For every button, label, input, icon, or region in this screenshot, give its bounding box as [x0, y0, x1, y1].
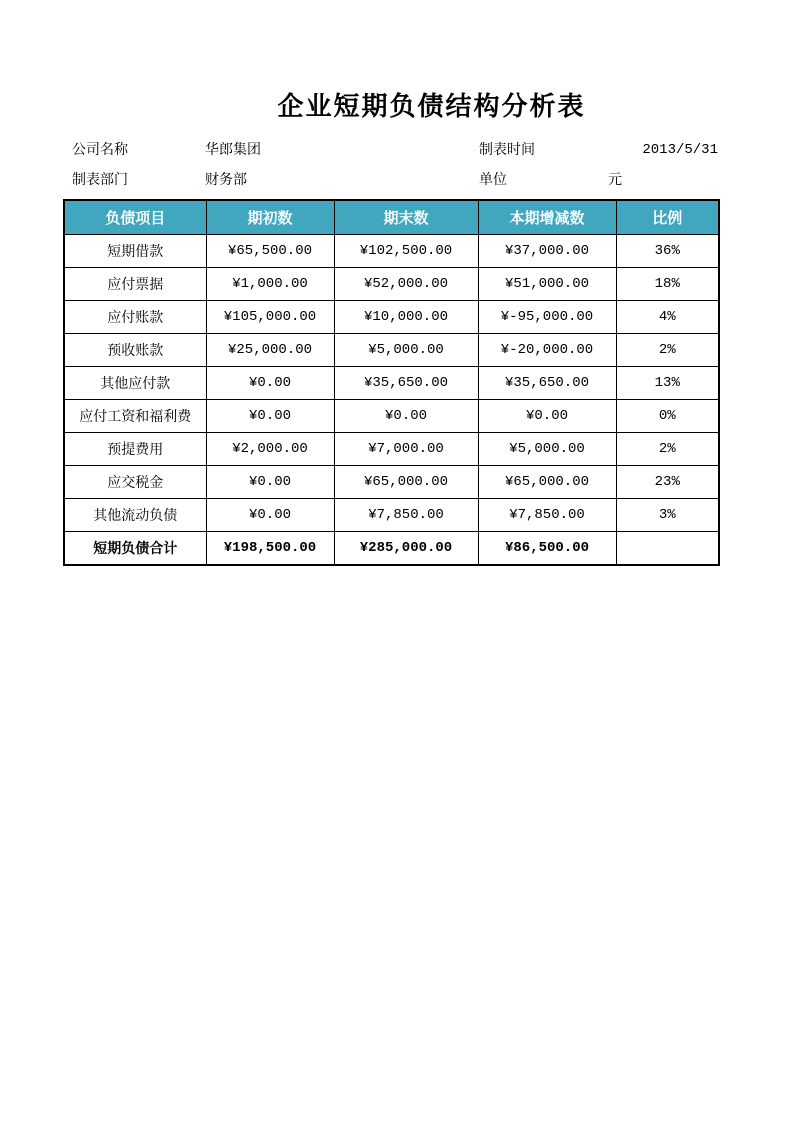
table-row	[64, 433, 719, 466]
department-label: 制表部门	[72, 172, 128, 188]
table-row	[64, 235, 719, 268]
amount-cell: ¥0.00	[206, 466, 334, 499]
table-row	[64, 301, 719, 334]
amount-cell: ¥35,650.00	[478, 367, 616, 400]
column-header: 比例	[616, 200, 719, 235]
row-label-cell: 应付票据	[64, 268, 206, 301]
column-header: 期末数	[334, 200, 478, 235]
amount-cell: ¥7,850.00	[334, 499, 478, 532]
amount-cell: ¥105,000.00	[206, 301, 334, 334]
column-header: 本期增减数	[478, 200, 616, 235]
amount-cell: ¥0.00	[334, 400, 478, 433]
table-header-row	[64, 200, 719, 235]
table-row	[64, 367, 719, 400]
amount-cell: ¥102,500.00	[334, 235, 478, 268]
row-label-cell: 其他流动负债	[64, 499, 206, 532]
row-label-cell: 应付工资和福利费	[64, 400, 206, 433]
row-label-cell: 短期负债合计	[64, 532, 206, 566]
ratio-cell: 36%	[616, 235, 719, 268]
amount-cell: ¥0.00	[206, 499, 334, 532]
amount-cell: ¥-20,000.00	[478, 334, 616, 367]
ratio-cell: 13%	[616, 367, 719, 400]
ratio-cell: 23%	[616, 466, 719, 499]
amount-cell: ¥35,650.00	[334, 367, 478, 400]
amount-cell: ¥65,000.00	[334, 466, 478, 499]
amount-cell: ¥-95,000.00	[478, 301, 616, 334]
ratio-cell: 2%	[616, 334, 719, 367]
amount-cell: ¥37,000.00	[478, 235, 616, 268]
ratio-cell: 4%	[616, 301, 719, 334]
column-header: 负债项目	[64, 200, 206, 235]
liability-table	[63, 199, 720, 566]
table-row	[64, 499, 719, 532]
table-row	[64, 268, 719, 301]
amount-cell: ¥5,000.00	[478, 433, 616, 466]
amount-cell: ¥0.00	[206, 367, 334, 400]
table-row	[64, 400, 719, 433]
amount-cell: ¥0.00	[206, 400, 334, 433]
table-row	[64, 466, 719, 499]
amount-cell: ¥198,500.00	[206, 532, 334, 566]
amount-cell: ¥7,000.00	[334, 433, 478, 466]
row-label-cell: 预提费用	[64, 433, 206, 466]
ratio-cell: 3%	[616, 499, 719, 532]
row-label-cell: 其他应付款	[64, 367, 206, 400]
department-value: 财务部	[205, 172, 247, 188]
ratio-cell	[616, 532, 719, 566]
ratio-cell: 0%	[616, 400, 719, 433]
row-label-cell: 应付账款	[64, 301, 206, 334]
amount-cell: ¥5,000.00	[334, 334, 478, 367]
report-date-label: 制表时间	[479, 142, 535, 158]
company-name-label: 公司名称	[72, 142, 128, 158]
row-label-cell: 预收账款	[64, 334, 206, 367]
amount-cell: ¥0.00	[478, 400, 616, 433]
unit-label: 单位	[479, 172, 507, 188]
column-header: 期初数	[206, 200, 334, 235]
company-name-value: 华郎集团	[205, 142, 261, 158]
amount-cell: ¥10,000.00	[334, 301, 478, 334]
table-row	[64, 334, 719, 367]
row-label-cell: 应交税金	[64, 466, 206, 499]
amount-cell: ¥7,850.00	[478, 499, 616, 532]
amount-cell: ¥51,000.00	[478, 268, 616, 301]
amount-cell: ¥65,000.00	[478, 466, 616, 499]
unit-value: 元	[608, 172, 622, 188]
page-title: 企业短期负债结构分析表	[277, 92, 586, 122]
row-label-cell: 短期借款	[64, 235, 206, 268]
amount-cell: ¥52,000.00	[334, 268, 478, 301]
amount-cell: ¥2,000.00	[206, 433, 334, 466]
ratio-cell: 2%	[616, 433, 719, 466]
amount-cell: ¥65,500.00	[206, 235, 334, 268]
table-total-row	[64, 532, 719, 566]
amount-cell: ¥86,500.00	[478, 532, 616, 566]
report-date-value: 2013/5/31	[642, 142, 718, 158]
amount-cell: ¥1,000.00	[206, 268, 334, 301]
amount-cell: ¥285,000.00	[334, 532, 478, 566]
ratio-cell: 18%	[616, 268, 719, 301]
amount-cell: ¥25,000.00	[206, 334, 334, 367]
